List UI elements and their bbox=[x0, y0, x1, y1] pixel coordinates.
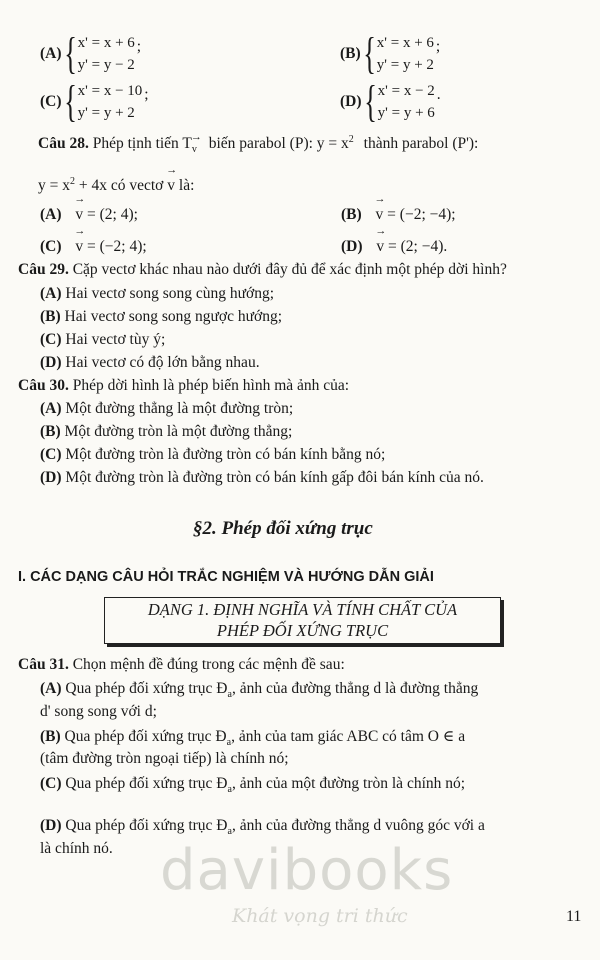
q31-option-b-line2: (tâm đường tròn ngoại tiếp) là chính nó; bbox=[40, 750, 289, 767]
vector-v: → $_v$ bbox=[192, 144, 197, 155]
equation-line: y' = y − 2 bbox=[77, 57, 135, 73]
subscript: a bbox=[227, 784, 232, 796]
option-text: = (−2; 4); bbox=[87, 238, 147, 255]
q28-option-d bbox=[341, 238, 447, 256]
option-text: , ảnh của đường thẳng d vuông góc với a bbox=[231, 817, 485, 834]
vector-v: → v bbox=[167, 177, 175, 195]
subscript: a bbox=[227, 689, 232, 701]
option-label: (B) bbox=[40, 308, 61, 325]
equation-line: x' = x − 2 bbox=[377, 83, 435, 99]
option-label: (D) bbox=[40, 354, 62, 371]
box-line2: PHÉP ĐỐI XỨNG TRỤC bbox=[216, 621, 389, 640]
option-label: (C) bbox=[40, 775, 62, 792]
option-label: (A) bbox=[40, 680, 62, 697]
brace-icon: { bbox=[63, 29, 77, 78]
q30-option-a bbox=[40, 400, 293, 418]
equation-line: x' = x − 10 bbox=[77, 83, 143, 99]
q27-option-b bbox=[340, 29, 441, 78]
equation-line: x' = x + 6 bbox=[77, 35, 135, 51]
option-text: Hai vectơ tùy ý; bbox=[65, 331, 166, 348]
equation-line: x' = x + 6 bbox=[376, 35, 434, 51]
q29-stem bbox=[18, 261, 507, 279]
option-text: Một đường tròn là một đường thẳng; bbox=[64, 423, 293, 440]
q28-text2: biến parabol (P): y = x bbox=[208, 135, 349, 153]
q27-option-d bbox=[340, 77, 441, 126]
vector-v: → v bbox=[376, 238, 384, 256]
punct: . bbox=[436, 86, 441, 103]
q28-option-c bbox=[40, 238, 147, 256]
option-text: Một đường tròn là đường tròn có bán kính gấp đôi bán kính của nó. bbox=[65, 469, 484, 486]
brace-icon: { bbox=[363, 77, 377, 126]
option-label: (D) bbox=[341, 238, 363, 255]
q28-stem-line2 bbox=[38, 176, 194, 195]
option-label: (C) bbox=[40, 93, 62, 110]
q30-stem bbox=[18, 377, 349, 395]
q31-option-d-line1 bbox=[40, 817, 485, 837]
option-label: (B) bbox=[340, 45, 361, 62]
option-label: (A) bbox=[40, 45, 62, 62]
option-label: (C) bbox=[40, 446, 62, 463]
option-label: (A) bbox=[40, 206, 62, 223]
option-text: = (2; −4). bbox=[388, 238, 448, 255]
question-number: Câu 30. bbox=[18, 377, 69, 394]
option-label: (A) bbox=[40, 285, 62, 302]
q28-option-b bbox=[341, 206, 456, 224]
option-label: (C) bbox=[40, 238, 62, 255]
question-number: Câu 29. bbox=[18, 261, 69, 278]
option-label: (B) bbox=[40, 728, 61, 745]
q27-option-a bbox=[40, 29, 142, 78]
watermark-tagline: Khát vọng tri thức bbox=[232, 905, 408, 927]
option-text: = (−2; −4); bbox=[387, 206, 456, 223]
option-text: Qua phép đối xứng trục Đ bbox=[64, 728, 227, 745]
q28-line2c: là: bbox=[178, 177, 195, 195]
section-title: §2. Phép đối xứng trục bbox=[193, 518, 373, 539]
equation-line: y' = y + 6 bbox=[377, 105, 435, 121]
brace-icon: { bbox=[63, 77, 77, 126]
punct: ; bbox=[144, 86, 149, 103]
exponent: 2 bbox=[70, 176, 75, 187]
option-text: Hai vectơ có độ lớn bằng nhau. bbox=[65, 354, 260, 371]
q28-stem-line1 bbox=[38, 134, 478, 155]
box-line1: DẠNG 1. ĐỊNH NGHĨA VÀ TÍNH CHẤT CỦA bbox=[147, 600, 458, 619]
option-text: Một đường tròn là đường tròn có bán kính bằng nó; bbox=[65, 446, 386, 463]
q30-option-d bbox=[40, 469, 484, 487]
q28-text1: Phép tịnh tiến T bbox=[92, 135, 192, 153]
punct: ; bbox=[136, 38, 142, 55]
subscript: a bbox=[226, 737, 232, 749]
question-number: Câu 31. bbox=[18, 656, 69, 673]
q30-text: Phép dời hình là phép biến hình mà ảnh của: bbox=[72, 377, 350, 394]
q29-text: Cặp vectơ khác nhau nào dưới đây đủ để xác định một phép dời hình? bbox=[72, 261, 507, 278]
option-text: Qua phép đối xứng trục Đ bbox=[65, 817, 228, 834]
q31-stem bbox=[18, 656, 345, 674]
q27-option-c bbox=[40, 77, 149, 126]
punct: ; bbox=[435, 38, 441, 55]
q28-line2a: y = x bbox=[38, 177, 70, 195]
q29-option-d bbox=[40, 354, 260, 372]
option-label: (D) bbox=[40, 817, 62, 834]
q30-option-c bbox=[40, 446, 385, 464]
option-label: (D) bbox=[340, 93, 362, 110]
vector-v: → v bbox=[376, 206, 384, 224]
q31-option-c-line1 bbox=[40, 775, 465, 795]
option-text: , ảnh của tam giác ABC có tâm O ∈ a bbox=[231, 728, 466, 745]
q29-option-c bbox=[40, 331, 165, 349]
vector-v: → v bbox=[75, 238, 83, 256]
equation-line: y' = y + 2 bbox=[77, 105, 135, 121]
q30-option-b bbox=[40, 423, 292, 441]
q31-option-b-line1 bbox=[40, 727, 465, 748]
q31-text: Chọn mệnh đề đúng trong các mệnh đề sau: bbox=[72, 656, 345, 673]
q31-option-a-line1 bbox=[40, 680, 478, 700]
option-text: = (2; 4); bbox=[87, 206, 138, 223]
option-label: (A) bbox=[40, 400, 62, 417]
option-text: Hai vectơ song song ngược hướng; bbox=[64, 308, 283, 325]
q31-option-a-line2: d' song song với d; bbox=[40, 703, 157, 720]
option-label: (B) bbox=[341, 206, 362, 223]
q29-option-a bbox=[40, 285, 274, 303]
question-number: Câu 28. bbox=[38, 135, 89, 153]
part-heading: I. CÁC DẠNG CÂU HỎI TRẮC NGHIỆM VÀ HƯỚNG DẪN GIẢI bbox=[18, 569, 434, 585]
option-text: Một đường thẳng là một đường tròn; bbox=[65, 400, 294, 417]
brace-icon: { bbox=[362, 29, 376, 78]
option-text: Hai vectơ song song cùng hướng; bbox=[65, 285, 275, 302]
q28-line2b: + 4x có vectơ bbox=[78, 177, 164, 195]
dang-box bbox=[104, 597, 501, 644]
option-label: (B) bbox=[40, 423, 61, 440]
page-number: 11 bbox=[566, 908, 582, 925]
option-text: , ảnh của đường thẳng d là đường thẳng bbox=[231, 680, 479, 697]
option-text: Qua phép đối xứng trục Đ bbox=[65, 775, 228, 792]
q31-option-d-line2: là chính nó. bbox=[40, 840, 113, 857]
subscript: a bbox=[227, 826, 232, 838]
option-text: Qua phép đối xứng trục Đ bbox=[65, 680, 228, 697]
vector-v: → v bbox=[75, 206, 83, 224]
option-text: , ảnh của một đường tròn là chính nó; bbox=[231, 775, 466, 792]
equation-line: y' = y + 2 bbox=[376, 57, 434, 73]
exponent: 2 bbox=[348, 134, 354, 145]
watermark-logo: davibooks bbox=[160, 838, 454, 903]
option-label: (D) bbox=[40, 469, 62, 486]
q28-option-a bbox=[40, 206, 138, 224]
q29-option-b bbox=[40, 308, 282, 326]
option-label: (C) bbox=[40, 331, 62, 348]
q28-text3: thành parabol (P'): bbox=[363, 135, 479, 153]
